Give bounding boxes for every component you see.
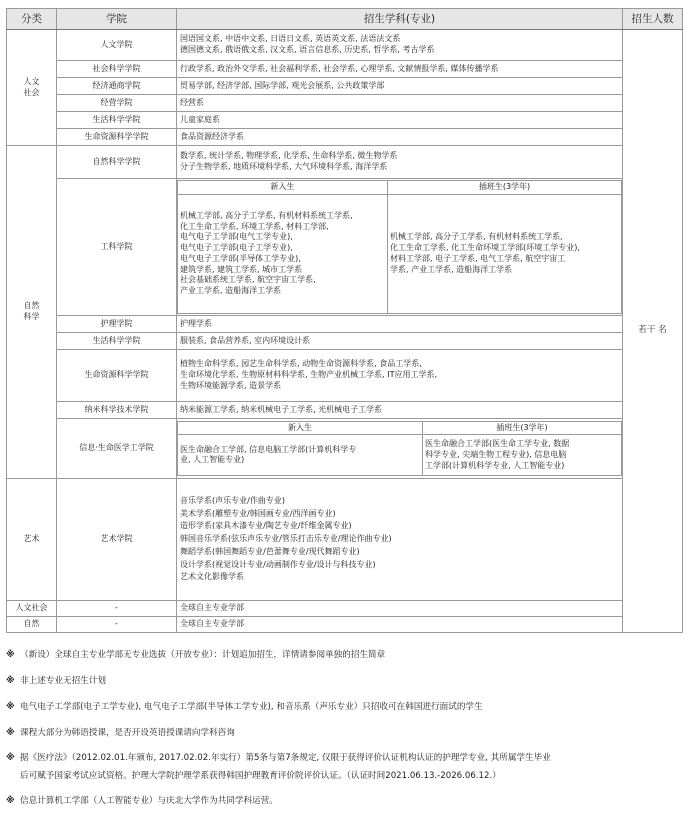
table-row: [7, 419, 683, 479]
majors-cell: [177, 479, 623, 601]
note-mark-icon: ※: [6, 676, 15, 686]
majors-line: 医生命融合工学部(医生命工学专业, 数据: [425, 439, 570, 449]
majors-line: 韩国音乐学系(弦乐声乐专业/管乐打击乐专业/理论作曲专业): [180, 534, 392, 544]
table-row: [7, 601, 683, 617]
note-text-line: 后可赋予国家考试应试资格。护理大学院护理学系获得韩国护理教育评价院评价认证。（认证时间2021.06.13.-2026.06.12.）: [20, 771, 501, 781]
note-text: 电气电子工学部(电子工学专业), 电气电子工学部(半导体工学专业), 和音乐系（声乐专业）只招收可在韩国进行面试的学生: [20, 702, 483, 712]
majors-cell: [177, 129, 623, 146]
majors-line: 建筑学系, 建筑工学系, 城市工学系: [180, 264, 303, 274]
majors-line: 学系, 产业工学系, 造船海洋工学系: [390, 264, 513, 274]
freshman-majors: [178, 194, 388, 313]
note-item: [6, 671, 682, 691]
majors-line: 数学系, 统计学系, 物理学系, 化学系, 生命科学系, 微生物学系: [180, 151, 398, 161]
table-row: [7, 129, 683, 146]
majors-line: 材料工学部, 电子工学系, 电气工学系, 航空宇宙工: [390, 253, 566, 263]
college-name: 工科学院: [57, 179, 177, 316]
subtable-body: [178, 435, 622, 476]
majors-line: 行政学系, 政治外交学系, 社会福利学系, 社会学系, 心理学系, 文献情报学系, 媒体传播学系: [180, 63, 499, 73]
majors-line: 造形学系(家具木漆专业/陶艺专业/纤维金属专业): [180, 521, 352, 531]
college-name: 生命资源科学学院: [57, 350, 177, 402]
majors-line: 贸易学部, 经济学部, 国际学部, 观光会展系, 公共政策学部: [180, 80, 385, 90]
college-name: 生活科学学院: [57, 333, 177, 350]
college-name: 生命资源科学学院: [57, 129, 177, 146]
college-name: 经营学院: [57, 95, 177, 112]
table-row: [7, 78, 683, 95]
note-text: 信息计算机工学部（人工智能专业）与庆北大学作为共同学科运营。: [20, 796, 278, 806]
note-mark-icon: ※: [6, 796, 15, 806]
table-row: [7, 333, 683, 350]
subheader-freshman: 新入生: [178, 421, 423, 435]
majors-line: 工学部(计算机科学专业, 人工智能专业): [425, 460, 565, 470]
header-category: 分类: [7, 9, 57, 30]
majors-cell: [177, 419, 623, 479]
college-name: 生活科学学院: [57, 112, 177, 129]
subheader-transfer: 插班生(3学年): [423, 421, 622, 435]
majors-cell: [177, 350, 623, 402]
majors-cell: [177, 146, 623, 179]
majors-line: 设计学系(视觉设计专业/动画制作专业/设计与科技专业): [180, 559, 376, 569]
recruit-count: 若干 名: [623, 30, 683, 633]
majors-line: 食品资源经济学系: [180, 131, 244, 141]
majors-cell: [177, 95, 623, 112]
majors-line: 电气电子工学部(电气工学专业),: [180, 232, 293, 242]
engineering-subtable: [177, 180, 622, 314]
majors-line: 生命环境化学系, 生物原材料科学系, 生物产业机械工学系, IT应用工学系,: [180, 370, 438, 380]
note-text-line: 据《医疗法》（2012.02.01.年颁布, 2017.02.02.年实行）第5条与第7条规定, 仅限于获得评价认证机构认证的护理学专业, 其所属学生毕业: [20, 753, 551, 763]
note-text: 非上述专业无招生计划: [20, 676, 106, 686]
category-art: 艺术: [7, 479, 57, 601]
college-name: -: [57, 601, 177, 617]
majors-line: 国语国文系, 中语中文系, 日语日文系, 英语英文系, 法语法文系: [180, 34, 401, 44]
table-row: [7, 146, 683, 179]
majors-cell: [177, 179, 623, 316]
subtable-body: [178, 194, 622, 313]
note-item: [6, 645, 682, 665]
table-header-row: [7, 9, 683, 30]
subtable-header: [178, 421, 622, 435]
note-mark-icon: ※: [6, 753, 15, 763]
majors-line: 经营系: [180, 97, 204, 107]
majors-line: 科学专业, 尖端生物工程专业), 信息电脑: [425, 449, 567, 459]
college-name: 信息·生命医学工学院: [57, 419, 177, 479]
majors-cell: [177, 402, 623, 419]
note-mark-icon: ※: [6, 650, 15, 660]
majors-cell: [177, 333, 623, 350]
header-recruit: 招生人数: [623, 9, 683, 30]
note-text: （新设）全球自主专业学部无专业选拔（开放专业）：计划追加招生，详情请参阅单独的招生简章: [20, 650, 386, 660]
majors-line: 业, 人工智能专业): [180, 455, 245, 465]
majors-line: 美术学系(雕塑专业/韩国画专业/西洋画专业): [180, 508, 336, 518]
note-item: [6, 723, 682, 743]
majors-line: 纳米能源工学系, 纳米机械电子工学系, 光机械电子工学系: [180, 404, 383, 414]
note-item: [6, 749, 682, 785]
transfer-majors: [388, 194, 622, 313]
table-row: [7, 402, 683, 419]
majors-line: 服装系, 食品营养系, 室内环境设计系: [180, 335, 311, 345]
table-row: [7, 179, 683, 316]
majors-cell: [177, 30, 623, 61]
majors-line: 医生命融合工学部, 信息电脑工学部(计算机科学专: [180, 444, 357, 454]
majors-line: 电气电子工学部(半导体工学专业),: [180, 253, 301, 263]
majors-line: 机械工学部, 高分子工学系, 有机材料系统工学系,: [180, 210, 353, 220]
majors-cell: [177, 112, 623, 129]
table-row: [7, 479, 683, 601]
college-name: 纳米科学技术学院: [57, 402, 177, 419]
majors-cell: [177, 61, 623, 78]
majors-line: 社会基础系统工学系, 航空宇宙工学系,: [180, 275, 316, 285]
table-row: [7, 61, 683, 78]
majors-cell: 全球自主专业学部: [177, 601, 623, 617]
category-natural-self: 自然: [7, 617, 57, 633]
info-subtable: [177, 421, 622, 477]
header-majors: 招生学科(专业): [177, 9, 623, 30]
college-name: 艺术学院: [57, 479, 177, 601]
college-name: 人文学院: [57, 30, 177, 61]
transfer-majors: [423, 435, 622, 476]
majors-line: 化工生命工学系, 环境工学系, 材料工学部,: [180, 221, 329, 231]
freshman-majors: [178, 435, 423, 476]
majors-line: 分子生物学系, 地质环境科学系, 大气环境科学系, 海洋学系: [180, 162, 388, 171]
table-row: [7, 30, 683, 61]
table-row: [7, 617, 683, 633]
majors-line: 德国德文系, 俄语俄文系, 汉文系, 语言信息系, 历史系, 哲学系, 考古学系: [180, 45, 435, 54]
majors-line: 电气电子工学部(电子工学专业),: [180, 243, 293, 253]
subheader-transfer: 插班生(3学年): [388, 181, 622, 195]
majors-line: 音乐学系(声乐专业/作曲专业): [180, 495, 285, 505]
majors-cell: 全球自主专业学部: [177, 617, 623, 633]
note-mark-icon: ※: [6, 702, 15, 712]
majors-line: 生物环境能源学系, 造景学系: [180, 380, 282, 390]
note-mark-icon: ※: [6, 728, 15, 738]
majors-line: 护理学系: [180, 318, 212, 328]
category-label: 自然科学: [23, 301, 40, 321]
college-name: -: [57, 617, 177, 633]
notes-section: [6, 645, 682, 811]
college-name: 自然科学学院: [57, 146, 177, 179]
college-name: 护理学院: [57, 316, 177, 333]
majors-line: 儿童家庭系: [180, 114, 220, 124]
note-item: [6, 697, 682, 717]
majors-line: 舞蹈学系(韩国舞蹈专业/芭蕾舞专业/现代舞蹈专业): [180, 546, 360, 556]
table-row: [7, 350, 683, 402]
category-humanities: [7, 30, 57, 146]
majors-line: 产业工学系, 造船海洋工学系: [180, 286, 282, 296]
college-name: 社会科学学院: [57, 61, 177, 78]
subheader-freshman: 新入生: [178, 181, 388, 195]
header-college: 学院: [57, 9, 177, 30]
admissions-table: [6, 8, 683, 633]
category-humanities-self: 人文社会: [7, 601, 57, 617]
note-text: 课程大部分为韩语授课，是否开设英语授课请向学科咨询: [20, 728, 235, 738]
note-item: [6, 791, 682, 811]
subtable-header: [178, 181, 622, 195]
table-row: [7, 316, 683, 333]
majors-line: 植物生命科学系, 园艺生命科学系, 动物生命资源科学系, 食品工学系,: [180, 359, 422, 369]
majors-line: 化工生命工学系, 化工生命环境工学部(环境工学专业),: [390, 243, 580, 253]
majors-cell: [177, 316, 623, 333]
college-name: 经济通商学院: [57, 78, 177, 95]
majors-line: 机械工学部, 高分子工学系, 有机材料系统工学系,: [390, 232, 563, 242]
majors-line: 艺术文化影像学系: [180, 572, 244, 582]
table-row: [7, 95, 683, 112]
table-row: [7, 112, 683, 129]
category-label: 人文社会: [23, 76, 40, 97]
category-natural: [7, 146, 57, 479]
majors-cell: [177, 78, 623, 95]
